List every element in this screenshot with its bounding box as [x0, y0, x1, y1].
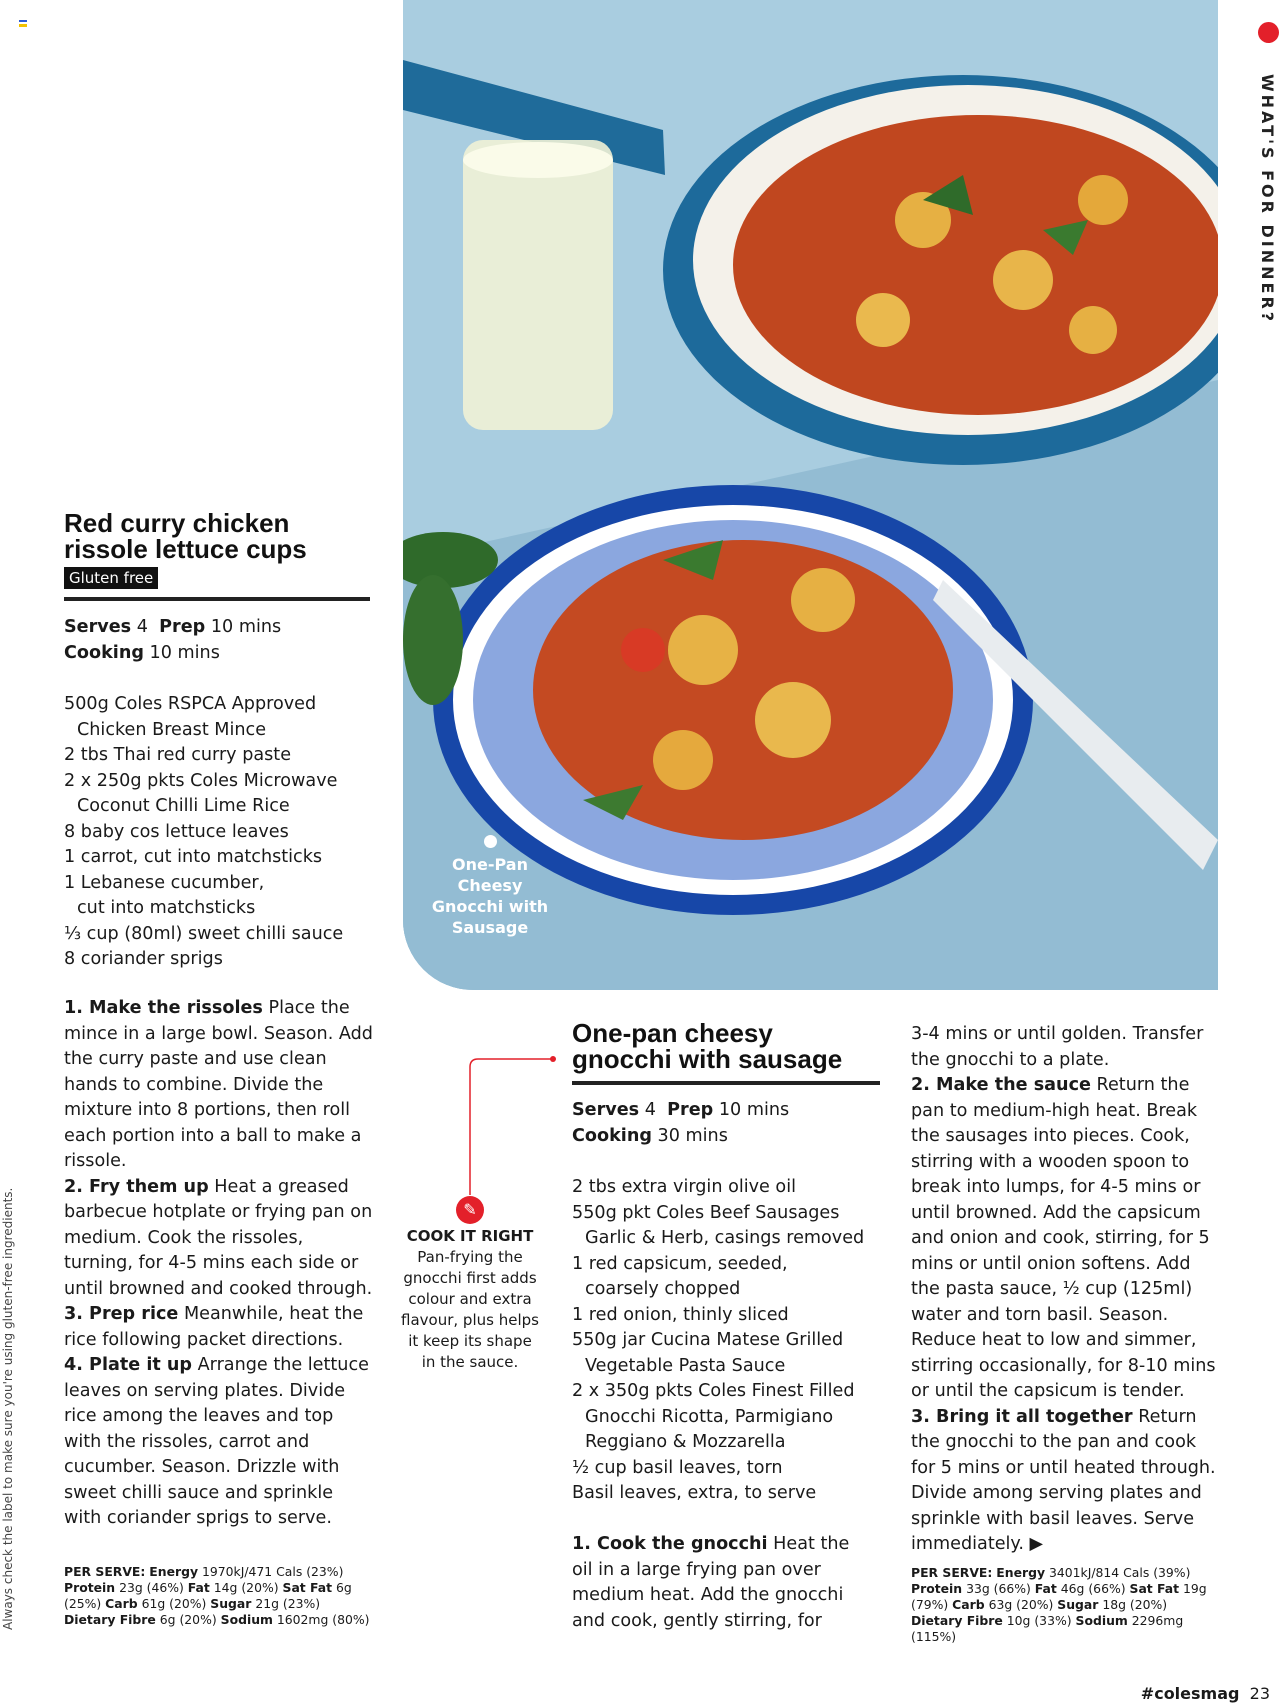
ingredient: Coconut Chilli Lime Rice [77, 796, 290, 816]
recipe2-title [572, 1020, 892, 1072]
step-title: 1. Cook the gnocchi [572, 1534, 768, 1554]
end-arrow-icon: ▶ [1029, 1534, 1044, 1554]
nutrient-value: 6g (20%) [159, 1612, 217, 1627]
step-text: Place the mince in a large bowl. Season. Add the curry paste and use clean hands to combine. Divide the mixture into 8 portions, then roll each portion into a ball to make a rissole. [64, 998, 373, 1171]
nutrient-value: 14g (20%) [213, 1580, 279, 1595]
step-title: 1. Make the rissoles [64, 998, 263, 1018]
recipe2-ingredients [572, 1175, 892, 1507]
gluten-free-note: Always check the label to make sure you're using gluten-free ingredients. [1, 1187, 15, 1630]
ingredient: 550g pkt Coles Beef Sausages [572, 1202, 840, 1223]
step-text-continued: 3-4 mins or until golden. Transfer the gnocchi to a plate. [911, 1024, 1204, 1070]
nutrient-value: 18g (20%) [1102, 1597, 1168, 1612]
caption-text: One-Pan Cheesy Gnocchi with Sausage [431, 855, 549, 937]
step-title: 3. Bring it all together [911, 1406, 1133, 1427]
recipe2-meta [572, 1098, 882, 1149]
nutrient-label: Carb [105, 1596, 138, 1611]
ingredient: Gnocchi Ricotta, Parmigiano [585, 1406, 834, 1427]
method-step [64, 1302, 374, 1353]
cooking-value: 30 mins [657, 1125, 728, 1146]
caption-dot-icon [484, 835, 497, 848]
ingredient: ⅓ cup (80ml) sweet chilli sauce [64, 923, 344, 944]
step-title: 4. Plate it up [64, 1355, 193, 1375]
ingredient: Vegetable Pasta Sauce [585, 1355, 786, 1376]
ingredient: 550g jar Cucina Matese Grilled [572, 1330, 844, 1350]
hashtag: #colesmag [1140, 1684, 1240, 1703]
flame-icon: ✎ [456, 1196, 484, 1224]
cooking-label: Cooking [64, 642, 144, 663]
recipe2-step1 [572, 1532, 872, 1634]
nutrient-label: Sat Fat [282, 1580, 333, 1595]
nutrient-label: Energy [996, 1565, 1046, 1580]
ingredient: Garlic & Herb, casings removed [585, 1228, 865, 1248]
nutrient-label: Fat [187, 1580, 210, 1595]
nutrient-value: 2296mg (115%) [911, 1613, 1184, 1644]
recipe1-meta [64, 615, 374, 666]
nutrient-value: 33g (66%) [966, 1581, 1031, 1596]
method-step [64, 1175, 374, 1303]
step-title: 3. Prep rice [64, 1304, 179, 1324]
step-text: Heat the oil in a large frying pan over medium heat. Add the gnocchi and cook, gently stirring, for [572, 1534, 850, 1631]
recipe2-rule [572, 1081, 880, 1085]
nutrient-value: 46g (66%) [1060, 1581, 1126, 1596]
ingredient: Reggiano & Mozzarella [585, 1432, 786, 1452]
tip-text: Pan-frying the gnocchi first adds colour and extra flavour, plus helps it keep its shape in the sauce. [401, 1248, 539, 1371]
ingredient: 2 x 250g pkts Coles Microwave [64, 770, 338, 791]
cooking-value: 10 mins [149, 642, 220, 663]
ingredient: cut into matchsticks [77, 898, 256, 918]
nutrient-label: Carb [952, 1597, 985, 1612]
image-caption [425, 835, 555, 938]
ingredient: 1 red capsicum, seeded, [572, 1253, 788, 1274]
nutrient-label: Sugar [1057, 1597, 1099, 1612]
recipe1-method [64, 996, 374, 1532]
step-text: Return the gnocchi to the pan and cook for 5 mins or until heated through. Divide among serving plates and sprinkle with basil leaves. Serve immediately. [911, 1406, 1216, 1554]
nutrient-label: Energy [149, 1564, 199, 1579]
recipe1-title-line2: rissole lettuce cups [64, 534, 307, 564]
tip-title: COOK IT RIGHT [406, 1227, 534, 1245]
ingredient: 2 tbs extra virgin olive oil [572, 1177, 796, 1197]
nutrient-value: 1970kJ/471 Cals (23%) [202, 1564, 344, 1579]
brand-flag-icon [19, 20, 27, 27]
nutrient-label: Dietary Fibre [64, 1612, 156, 1627]
nutrient-value: 1602mg (80%) [276, 1612, 370, 1627]
nutrition-label: PER SERVE: [911, 1565, 993, 1580]
nutrient-value: 3401kJ/814 Cals (39%) [1049, 1565, 1191, 1580]
nutrient-label: Sat Fat [1129, 1581, 1180, 1596]
ingredient: 2 x 350g pkts Coles Finest Filled [572, 1381, 855, 1401]
step-title: 2. Fry them up [64, 1176, 209, 1197]
footer [1100, 1684, 1270, 1703]
nutrition-label: PER SERVE: [64, 1564, 146, 1579]
nutrient-label: Protein [64, 1580, 116, 1595]
ingredient: 1 carrot, cut into matchsticks [64, 847, 323, 867]
recipe2-title-line2: gnocchi with sausage [572, 1044, 843, 1074]
nutrient-value: 19g (79%) [911, 1581, 1207, 1612]
method-step [911, 1073, 1221, 1405]
ingredient: coarsely chopped [585, 1279, 741, 1299]
step-title: 2. Make the sauce [911, 1075, 1091, 1095]
ingredient: ½ cup basil leaves, torn [572, 1457, 783, 1478]
step-text: Meanwhile, heat the rice following packet directions. [64, 1304, 364, 1350]
nutrient-label: Dietary Fibre [911, 1613, 1003, 1628]
recipe2-title-line1: One-pan cheesy [572, 1018, 773, 1048]
prep-value: 10 mins [210, 617, 282, 637]
nutrient-value: 10g (33%) [1006, 1613, 1072, 1628]
ingredient: 2 tbs Thai red curry paste [64, 745, 292, 765]
ingredient: 8 baby cos lettuce leaves [64, 821, 289, 842]
nutrient-value: 23g (46%) [119, 1580, 184, 1595]
recipe1-title [64, 510, 384, 562]
step-text: Return the pan to medium-high heat. Break the sausages into pieces. Cook, stirring with a wooden spoon to break into lumps, for 4-5 mins or until browned. Add the capsicum and onion and cook, stirring, for 5 mins or until onion softens. Add the pasta sauce, ½ cup (125ml) water and torn basil. Season. Reduce heat to low and simmer, stirring occasionally, for 8-10 mins or until the capsicum is tender. [911, 1075, 1216, 1401]
serves-value: 4 [644, 1100, 656, 1120]
serves-label: Serves [572, 1100, 640, 1120]
recipe2-nutrition [911, 1565, 1221, 1645]
prep-value: 10 mins [718, 1100, 790, 1120]
recipe1-rule [64, 597, 370, 601]
serves-label: Serves [64, 617, 132, 637]
ingredient: Chicken Breast Mince [77, 719, 267, 740]
section-label: WHAT'S FOR DINNER? [1258, 74, 1277, 325]
red-dot-icon [1258, 22, 1279, 43]
ingredient: Basil leaves, extra, to serve [572, 1483, 817, 1503]
nutrient-label: Sodium [220, 1612, 273, 1627]
ingredient: 500g Coles RSPCA Approved [64, 694, 317, 714]
method-step [64, 996, 374, 1175]
method-step [911, 1405, 1221, 1558]
tip-connector-line [460, 1055, 560, 1200]
ingredient: 8 coriander sprigs [64, 949, 223, 969]
step-text: Heat a greased barbecue hotplate or frying pan on medium. Cook the rissoles, turning, for 4-5 mins each side or until browned and cooked through. [64, 1176, 373, 1299]
recipe1-ingredients [64, 692, 384, 973]
recipe1-nutrition [64, 1564, 374, 1628]
cook-it-right-tip [400, 1226, 540, 1373]
recipe1-title-line1: Red curry chicken [64, 508, 290, 538]
nutrient-value: 6g (25%) [64, 1580, 352, 1611]
gluten-free-badge: Gluten free [64, 567, 158, 589]
nutrient-label: Protein [911, 1581, 963, 1596]
prep-label: Prep [667, 1100, 714, 1120]
method-step [64, 1353, 374, 1532]
serves-value: 4 [136, 617, 148, 637]
nutrient-label: Fat [1034, 1581, 1057, 1596]
nutrient-label: Sugar [210, 1596, 252, 1611]
ingredient: 1 red onion, thinly sliced [572, 1304, 789, 1325]
page-number: 23 [1249, 1684, 1270, 1703]
recipe2-method-col2 [911, 1022, 1221, 1558]
ingredient: 1 Lebanese cucumber, [64, 872, 265, 893]
nutrient-value: 61g (20%) [141, 1596, 207, 1611]
nutrient-label: Sodium [1075, 1613, 1128, 1628]
nutrient-value: 63g (20%) [988, 1597, 1054, 1612]
prep-label: Prep [159, 617, 206, 637]
step-text: Arrange the lettuce leaves on serving plates. Divide rice among the leaves and top with the rissoles, carrot and cucumber. Season. Drizzle with sweet chilli sauce and sprinkle with coriander sprigs to serve. [64, 1355, 369, 1528]
nutrient-value: 21g (23%) [255, 1596, 321, 1611]
cooking-label: Cooking [572, 1125, 652, 1146]
